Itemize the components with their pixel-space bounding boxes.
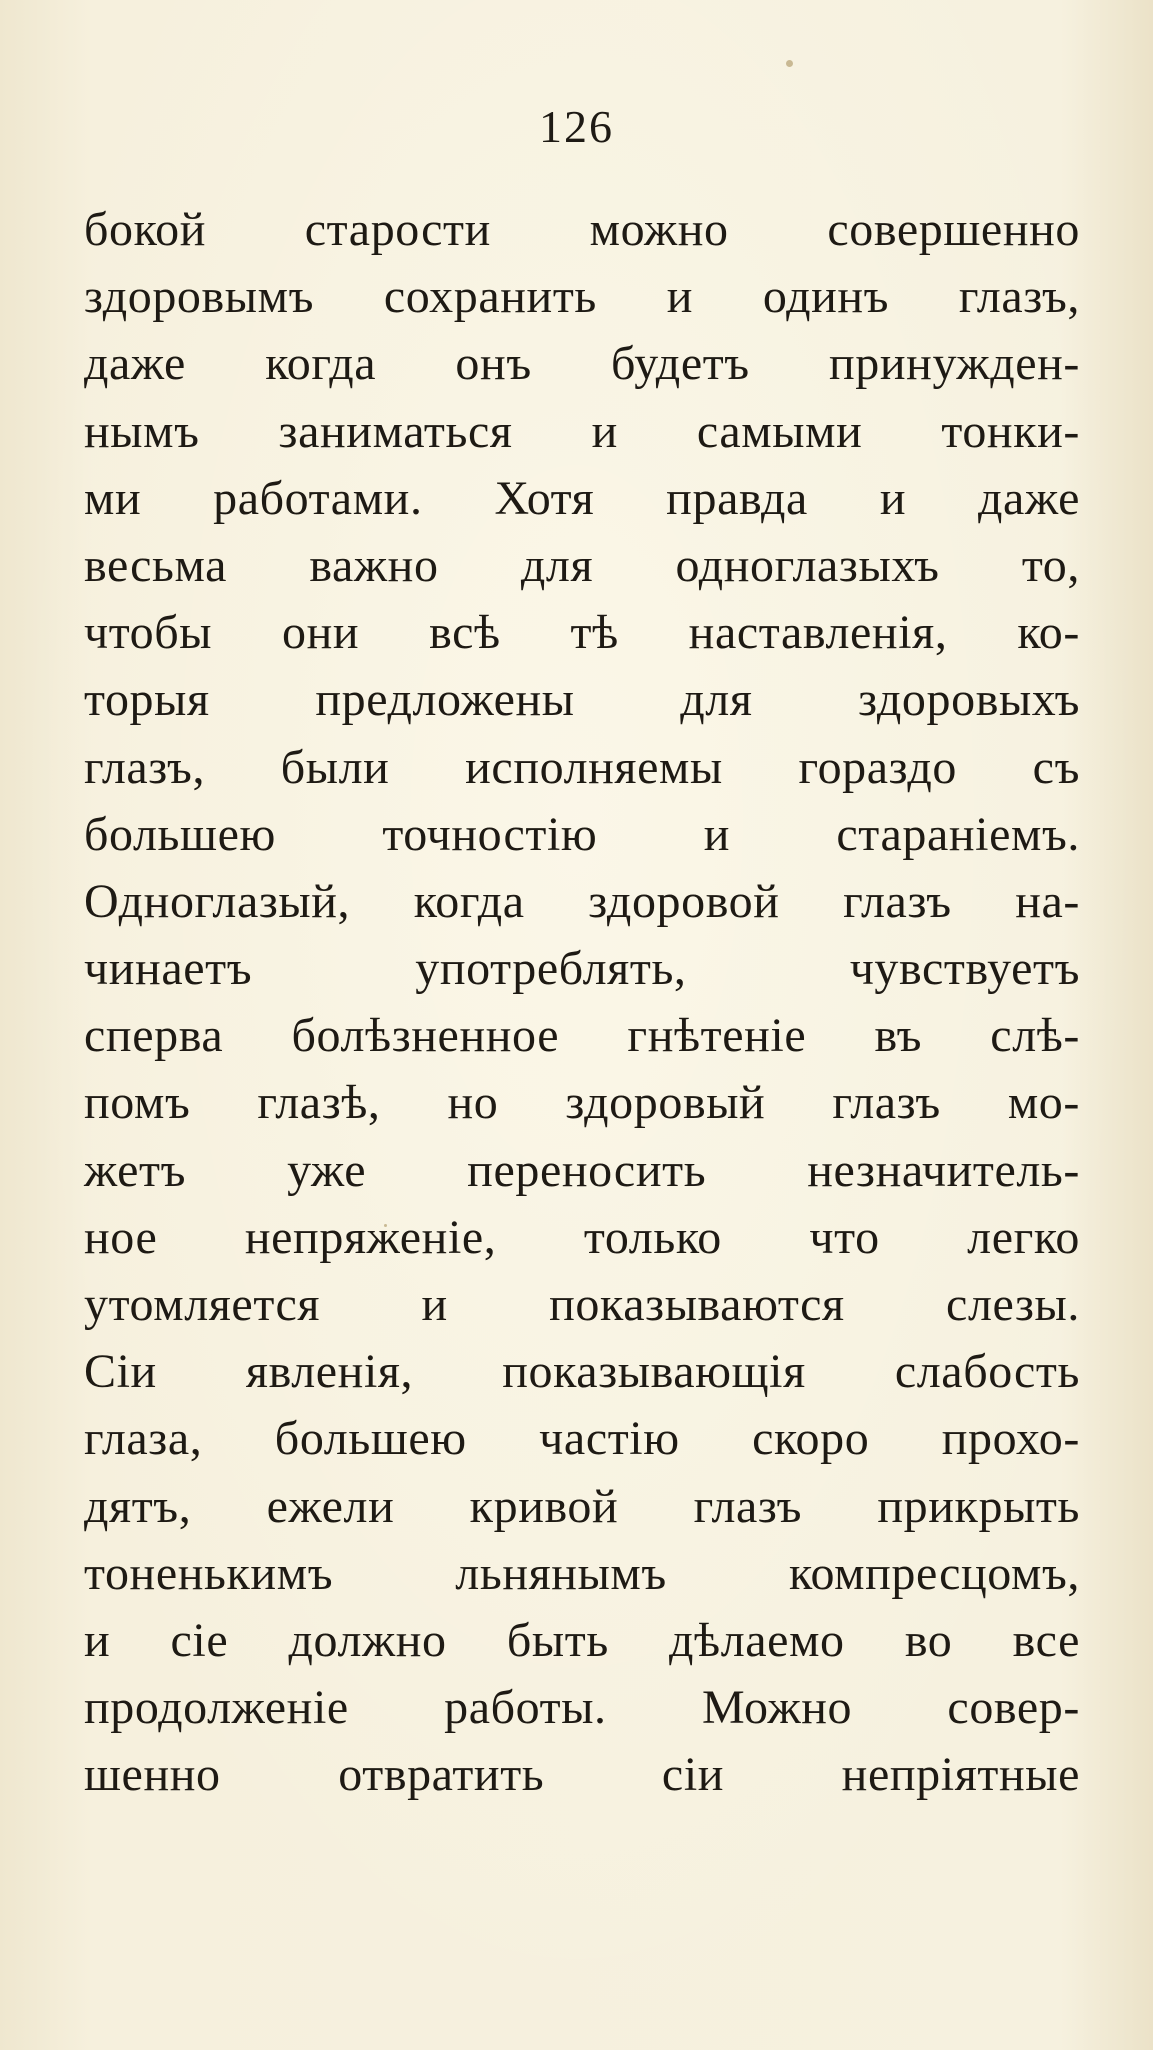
text-line: ное непряженіе, только что легко <box>84 1210 1080 1264</box>
body-text <box>84 196 1080 1809</box>
text-line: торыя предложены для здоровыхъ <box>84 673 1080 727</box>
text-line: здоровымъ сохранить и одинъ глазъ, <box>84 270 1080 324</box>
text-line: сперва болѣзненное гнѣтеніе въ слѣ- <box>84 1009 1080 1063</box>
text-line: даже когда онъ будетъ принужден- <box>84 337 1080 391</box>
text-line: тоненькимъ льнянымъ компресцомъ, <box>84 1546 1080 1600</box>
text-line: ми работами. Хотя правда и даже <box>84 471 1080 525</box>
text-line: утомляется и показываются слезы. <box>84 1278 1080 1331</box>
page-number: 126 <box>539 101 614 152</box>
text-line: Одноглазый, когда здоровой глазъ на- <box>84 874 1080 928</box>
text-line: весьма важно для одноглазыхъ то, <box>84 538 1080 592</box>
text-line: бокой старости можно совершенно <box>84 203 1080 256</box>
text-line: дятъ, ежели кривой глазъ прикрыть <box>84 1479 1080 1533</box>
text-line: чинаетъ употреблять, чувствуетъ <box>84 942 1080 996</box>
text-line: глаза, большею частію скоро прохо- <box>84 1412 1080 1466</box>
text-line: нымъ заниматься и самыми тонки- <box>84 404 1080 458</box>
text-line: шенно отвратить сіи непріятные <box>84 1748 1080 1802</box>
text-line: продолженіе работы. Можно совер- <box>84 1681 1080 1735</box>
text-line: чтобы они всѣ тѣ наставленія, ко- <box>84 606 1080 660</box>
text-line: Сіи явленія, показывающія слабость <box>84 1345 1080 1399</box>
text-line: глазъ, были исполняемы гораздо съ <box>84 740 1080 794</box>
text-line: и сіе должно быть дѣлаемо во все <box>84 1613 1080 1667</box>
paper-speck <box>786 60 793 67</box>
text-line: помъ глазѣ, но здоровый глазъ мо- <box>84 1076 1080 1130</box>
text-line: большею точностію и стараніемъ. <box>84 807 1080 861</box>
text-line: жетъ уже переносить незначитель- <box>84 1143 1080 1197</box>
